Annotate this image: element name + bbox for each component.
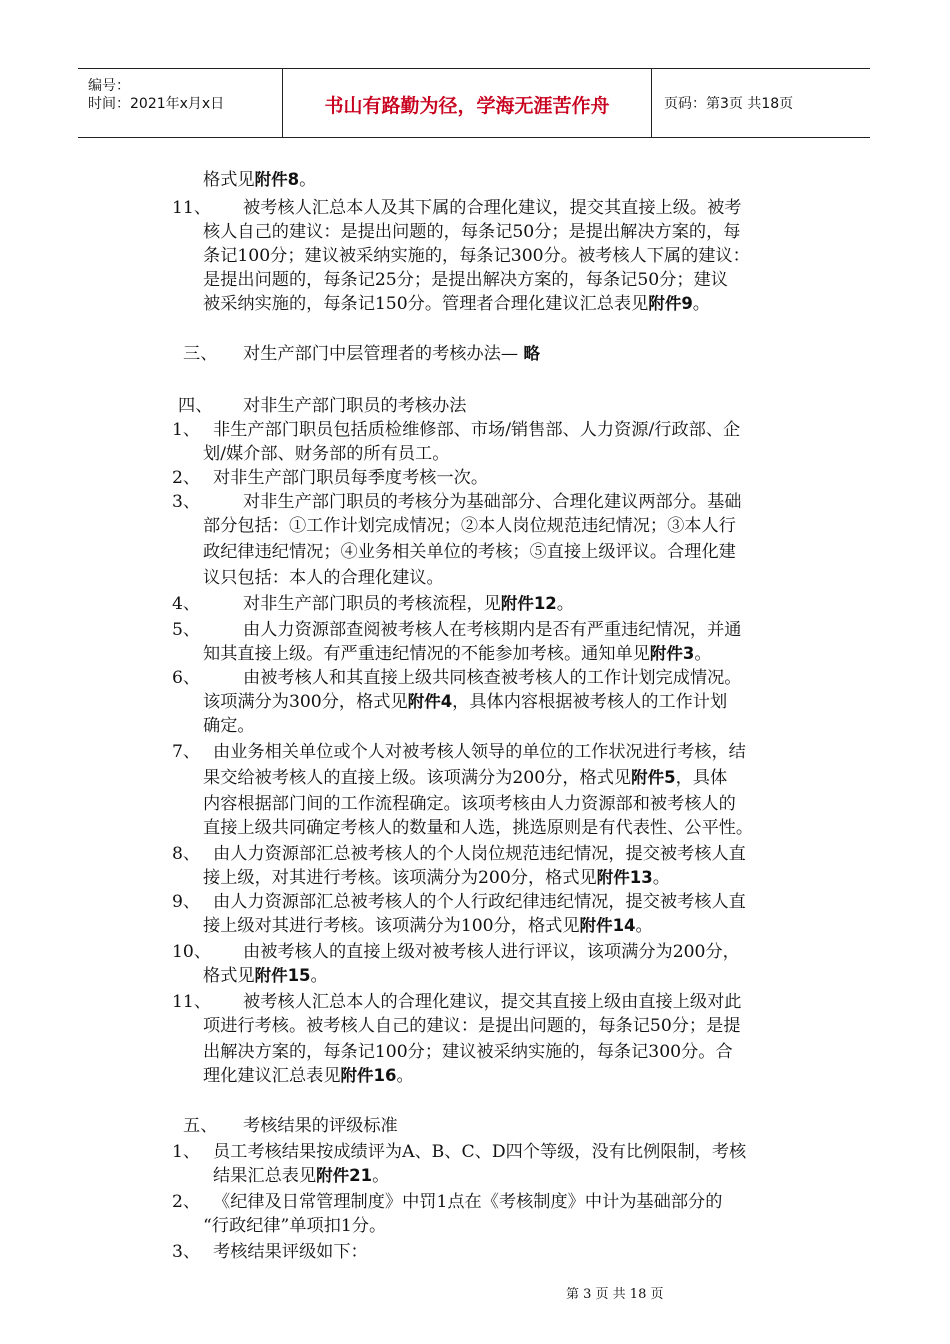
text-line: 部分包括：①工作计划完成情况；②本人岗位规范违纪情况；③本人行 xyxy=(203,516,736,536)
text-line: 由人力资源部查阅被考核人在考核期内是否有严重违纪情况，并通 xyxy=(243,620,742,640)
text-line: 政纪律违纪情况；④业务相关单位的考核；⑤直接上级评议。合理化建 xyxy=(203,542,736,562)
item-number: 2、 xyxy=(172,468,201,488)
item-number: 3、 xyxy=(172,1242,201,1262)
item-number: 5、 xyxy=(172,620,201,640)
text-line: 由人力资源部汇总被考核人的个人岗位规范违纪情况，提交被考核人直 xyxy=(213,844,746,864)
text-line: 是提出问题的，每条记25分；是提出解决方案的，每条记50分；建议 xyxy=(203,270,728,290)
text-line: 条记100分；建议被采纳实施的，每条记300分。被考核人下属的建议： xyxy=(203,246,750,266)
text-line: 接上级对其进行考核。该项满分为100分，格式见附件14。 xyxy=(203,916,653,936)
item-number: 9、 xyxy=(172,892,201,912)
header-page-label: 页码：第3页 共18页 xyxy=(664,96,794,112)
item-number: 2、 xyxy=(172,1192,201,1212)
header-slogan: 书山有路勤为径，学海无涯苦作舟 xyxy=(324,95,610,117)
item-number: 11、 xyxy=(172,992,212,1012)
text-line: 接上级，对其进行考核。该项满分为200分，格式见附件13。 xyxy=(203,868,670,888)
text-line: 结果汇总表见附件21。 xyxy=(213,1166,390,1186)
section-heading: 对非生产部门职员的考核办法 xyxy=(243,396,467,416)
text-line: 出解决方案的，每条记100分；建议被采纳实施的，每条记300分。合 xyxy=(203,1042,733,1062)
text-line: 理化建议汇总表见附件16。 xyxy=(203,1066,414,1086)
text-line: 对非生产部门职员的考核分为基础部分、合理化建议两部分。基础 xyxy=(243,492,742,512)
text-line: 确定。 xyxy=(203,716,255,736)
document-header xyxy=(78,68,870,138)
text-line: 格式见附件15。 xyxy=(203,966,328,986)
text-line: 议只包括：本人的合理化建议。 xyxy=(203,568,444,588)
doc-date-label: 时间：2021年x月x日 xyxy=(88,96,225,112)
text-line: 被考核人汇总本人及其下属的合理化建议，提交其直接上级。被考 xyxy=(243,198,742,218)
item-number: 10、 xyxy=(172,942,212,962)
header-slogan-cell xyxy=(283,69,652,137)
text-line: 被考核人汇总本人的合理化建议，提交其直接上级由直接上级对此 xyxy=(243,992,742,1012)
item-number: 11、 xyxy=(172,198,212,218)
text-line: 《纪律及日常管理制度》中罚1点在《考核制度》中计为基础部分的 xyxy=(213,1192,723,1212)
text-line: 项进行考核。被考核人自己的建议：是提出问题的，每条记50分；是提 xyxy=(203,1016,741,1036)
item-number: 6、 xyxy=(172,668,201,688)
text-line: 由被考核人和其直接上级共同核查被考核人的工作计划完成情况。 xyxy=(243,668,742,688)
header-page-cell xyxy=(652,69,870,137)
item-number: 7、 xyxy=(172,742,201,762)
text-line: “行政纪律”单项扣1分。 xyxy=(203,1216,387,1236)
text-line: 划/媒介部、财务部的所有员工。 xyxy=(203,444,450,464)
item-number: 3、 xyxy=(172,492,201,512)
text-line: 被采纳实施的，每条记150分。管理者合理化建议汇总表见附件9。 xyxy=(203,294,710,314)
text-line: 对非生产部门职员每季度考核一次。 xyxy=(213,468,489,488)
text-line: 由被考核人的直接上级对被考核人进行评议，该项满分为200分， xyxy=(243,942,740,962)
text-line: 核人自己的建议：是提出问题的，每条记50分；是提出解决方案的，每 xyxy=(203,222,741,242)
text-line: 员工考核结果按成绩评为A、B、C、D四个等级，没有比例限制，考核 xyxy=(213,1142,747,1162)
item-number: 4、 xyxy=(172,594,201,614)
section-number: 五、 xyxy=(183,1116,218,1136)
doc-number-label: 编号： xyxy=(88,78,130,94)
text-line: 由业务相关单位或个人对被考核人领导的单位的工作状况进行考核，结 xyxy=(213,742,746,762)
text-line: 考核结果评级如下： xyxy=(213,1242,368,1262)
item-number: 8、 xyxy=(172,844,201,864)
item-number: 1、 xyxy=(172,420,201,440)
text-line: 该项满分为300分，格式见附件4，具体内容根据被考核人的工作计划 xyxy=(203,692,728,712)
page-footer: 第 3 页 共 18 页 xyxy=(566,1287,664,1302)
text-line: 内容根据部门间的工作流程确定。该项考核由人力资源部和被考核人的 xyxy=(203,794,736,814)
section-heading: 对生产部门中层管理者的考核办法— 略 xyxy=(243,344,540,364)
section-heading: 考核结果的评级标准 xyxy=(243,1116,398,1136)
text-line: 格式见附件8。 xyxy=(203,170,317,190)
text-line: 果交给被考核人的直接上级。该项满分为200分，格式见附件5，具体 xyxy=(203,768,728,788)
header-meta-cell xyxy=(78,69,283,137)
text-line: 对非生产部门职员的考核流程，见附件12。 xyxy=(243,594,574,614)
section-number: 四、 xyxy=(178,396,213,416)
text-line: 非生产部门职员包括质检维修部、市场/销售部、人力资源/行政部、企 xyxy=(213,420,741,440)
text-line: 由人力资源部汇总被考核人的个人行政纪律违纪情况，提交被考核人直 xyxy=(213,892,746,912)
text-line: 知其直接上级。有严重违纪情况的不能参加考核。通知单见附件3。 xyxy=(203,644,712,664)
section-number: 三、 xyxy=(183,344,218,364)
item-number: 1、 xyxy=(172,1142,201,1162)
text-line: 直接上级共同确定考核人的数量和人选，挑选原则是有代表性、公平性。 xyxy=(203,818,754,838)
